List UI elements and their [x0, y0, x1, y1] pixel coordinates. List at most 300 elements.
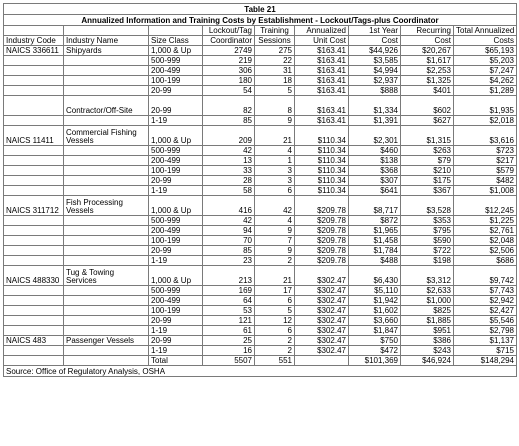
- table-row: [4, 86, 517, 96]
- sessions-cell: 9: [255, 246, 295, 256]
- header-cell: Recurring: [401, 26, 454, 36]
- unit-cost-cell: $302.47: [295, 296, 349, 306]
- industry-name-cell: [64, 156, 149, 166]
- total-annualized-cell: $482: [454, 176, 517, 186]
- coordinator-cell: 25: [203, 336, 255, 346]
- industry-name-cell: [64, 286, 149, 296]
- first-year-cost-cell: $368: [349, 166, 401, 176]
- first-year-cost-cell: $2,937: [349, 76, 401, 86]
- first-year-cost-cell: $5,110: [349, 286, 401, 296]
- total-annualized-cell: $2,048: [454, 236, 517, 246]
- coordinator-cell: 169: [203, 286, 255, 296]
- first-year-cost-cell: $1,602: [349, 306, 401, 316]
- first-year-cost-cell: $44,926: [349, 46, 401, 56]
- header-cell: Industry Name: [64, 36, 149, 46]
- industry-name-cell: [64, 306, 149, 316]
- table-subtitle: Annualized Information and Training Costs by Establishment - Lockout/Tags-plus Coordinator: [4, 15, 517, 26]
- size-class-cell: 20-99: [149, 96, 203, 116]
- sessions-cell: 4: [255, 216, 295, 226]
- total-annualized-cell: $579: [454, 166, 517, 176]
- total-first-year-cost: $101,369: [349, 356, 401, 366]
- sessions-cell: 3: [255, 166, 295, 176]
- table-row: [4, 76, 517, 86]
- coordinator-cell: 42: [203, 146, 255, 156]
- industry-name-cell: [64, 346, 149, 356]
- first-year-cost-cell: $307: [349, 176, 401, 186]
- first-year-cost-cell: $1,847: [349, 326, 401, 336]
- sessions-cell: 275: [255, 46, 295, 56]
- coordinator-cell: 58: [203, 186, 255, 196]
- sessions-cell: 2: [255, 256, 295, 266]
- industry-name-cell: [64, 226, 149, 236]
- unit-cost-cell: $209.78: [295, 196, 349, 216]
- size-class-cell: 100-199: [149, 76, 203, 86]
- total-spacer: [4, 356, 64, 366]
- industry-name-cell: Tug & Towing Services: [64, 266, 149, 286]
- size-class-cell: 1-19: [149, 186, 203, 196]
- table-row: [4, 156, 517, 166]
- industry-code-cell: [4, 296, 64, 306]
- first-year-cost-cell: $1,784: [349, 246, 401, 256]
- table-row: [4, 176, 517, 186]
- size-class-cell: 500-999: [149, 216, 203, 226]
- table-row: [4, 296, 517, 306]
- size-class-cell: 100-199: [149, 166, 203, 176]
- total-annualized-costs: $148,294: [454, 356, 517, 366]
- industry-name-cell: [64, 246, 149, 256]
- industry-code-cell: [4, 166, 64, 176]
- header-cell: Cost: [401, 36, 454, 46]
- header-cell: Cost: [349, 36, 401, 46]
- sessions-cell: 6: [255, 326, 295, 336]
- total-annualized-cell: $723: [454, 146, 517, 156]
- size-class-cell: 1,000 & Up: [149, 196, 203, 216]
- industry-code-cell: [4, 326, 64, 336]
- coordinator-cell: 121: [203, 316, 255, 326]
- recurring-cost-cell: $602: [401, 96, 454, 116]
- unit-cost-cell: $110.34: [295, 166, 349, 176]
- table-row: [4, 186, 517, 196]
- recurring-cost-cell: $175: [401, 176, 454, 186]
- coordinator-cell: 42: [203, 216, 255, 226]
- first-year-cost-cell: $1,942: [349, 296, 401, 306]
- size-class-cell: 1,000 & Up: [149, 126, 203, 146]
- total-recurring-cost: $46,924: [401, 356, 454, 366]
- industry-code-cell: [4, 256, 64, 266]
- first-year-cost-cell: $488: [349, 256, 401, 266]
- header-cell: Training: [255, 26, 295, 36]
- coordinator-cell: 213: [203, 266, 255, 286]
- industry-code-cell: [4, 306, 64, 316]
- table-row: [4, 236, 517, 246]
- coordinator-cell: 70: [203, 236, 255, 246]
- header-cell: Size Class: [149, 36, 203, 46]
- industry-name-cell: Passenger Vessels: [64, 336, 149, 346]
- sessions-cell: 12: [255, 316, 295, 326]
- recurring-cost-cell: $198: [401, 256, 454, 266]
- sessions-cell: 5: [255, 86, 295, 96]
- table-row: [4, 126, 517, 146]
- sessions-cell: 31: [255, 66, 295, 76]
- header-cell: [149, 26, 203, 36]
- industry-code-cell: [4, 226, 64, 236]
- industry-name-cell: [64, 296, 149, 306]
- total-annualized-cell: $2,942: [454, 296, 517, 306]
- industry-code-cell: [4, 86, 64, 96]
- table-row: [4, 216, 517, 226]
- table-row: [4, 66, 517, 76]
- industry-code-cell: NAICS 336611: [4, 46, 64, 56]
- coordinator-cell: 180: [203, 76, 255, 86]
- first-year-cost-cell: $3,585: [349, 56, 401, 66]
- table-row: [4, 266, 517, 286]
- table-row: [4, 336, 517, 346]
- industry-name-cell: Commercial Fishing Vessels: [64, 126, 149, 146]
- industry-name-cell: [64, 166, 149, 176]
- first-year-cost-cell: $1,391: [349, 116, 401, 126]
- total-annualized-cell: $686: [454, 256, 517, 266]
- recurring-cost-cell: $825: [401, 306, 454, 316]
- coordinator-cell: 2749: [203, 46, 255, 56]
- first-year-cost-cell: $138: [349, 156, 401, 166]
- sessions-cell: 2: [255, 336, 295, 346]
- size-class-cell: 1-19: [149, 326, 203, 336]
- first-year-cost-cell: $641: [349, 186, 401, 196]
- sessions-cell: 21: [255, 126, 295, 146]
- first-year-cost-cell: $2,301: [349, 126, 401, 146]
- recurring-cost-cell: $2,253: [401, 66, 454, 76]
- first-year-cost-cell: $8,717: [349, 196, 401, 216]
- total-annualized-cell: $1,935: [454, 96, 517, 116]
- total-annualized-cell: $715: [454, 346, 517, 356]
- total-annualized-cell: $2,018: [454, 116, 517, 126]
- cost-table: [3, 3, 517, 377]
- size-class-cell: 100-199: [149, 236, 203, 246]
- recurring-cost-cell: $2,633: [401, 286, 454, 296]
- recurring-cost-cell: $353: [401, 216, 454, 226]
- recurring-cost-cell: $1,325: [401, 76, 454, 86]
- sessions-cell: 17: [255, 286, 295, 296]
- size-class-cell: 20-99: [149, 316, 203, 326]
- total-spacer: [295, 356, 349, 366]
- industry-name-cell: Contractor/Off-Site: [64, 96, 149, 116]
- table-row: [4, 116, 517, 126]
- coordinator-cell: 82: [203, 96, 255, 116]
- sessions-cell: 4: [255, 146, 295, 156]
- table-row: [4, 286, 517, 296]
- industry-name-cell: [64, 316, 149, 326]
- recurring-cost-cell: $1,885: [401, 316, 454, 326]
- size-class-cell: 20-99: [149, 86, 203, 96]
- header-cell: [4, 26, 64, 36]
- size-class-cell: 20-99: [149, 336, 203, 346]
- sessions-cell: 42: [255, 196, 295, 216]
- total-spacer: [64, 356, 149, 366]
- coordinator-cell: 219: [203, 56, 255, 66]
- industry-name-cell: [64, 326, 149, 336]
- total-annualized-cell: $3,616: [454, 126, 517, 146]
- recurring-cost-cell: $263: [401, 146, 454, 156]
- recurring-cost-cell: $795: [401, 226, 454, 236]
- table-row: [4, 326, 517, 336]
- unit-cost-cell: $209.78: [295, 256, 349, 266]
- header-cell: Total Annualized: [454, 26, 517, 36]
- source-note: Source: Office of Regulatory Analysis, OSHA: [4, 366, 517, 377]
- coordinator-cell: 16: [203, 346, 255, 356]
- unit-cost-cell: $302.47: [295, 286, 349, 296]
- recurring-cost-cell: $1,617: [401, 56, 454, 66]
- industry-name-cell: [64, 176, 149, 186]
- sessions-cell: 8: [255, 96, 295, 116]
- sessions-cell: 5: [255, 306, 295, 316]
- size-class-cell: 100-199: [149, 306, 203, 316]
- total-annualized-cell: $4,262: [454, 76, 517, 86]
- industry-code-cell: [4, 56, 64, 66]
- sessions-cell: 9: [255, 116, 295, 126]
- header-cell: [64, 26, 149, 36]
- total-annualized-cell: $1,289: [454, 86, 517, 96]
- sessions-cell: 1: [255, 156, 295, 166]
- size-class-cell: 1,000 & Up: [149, 46, 203, 56]
- unit-cost-cell: $302.47: [295, 316, 349, 326]
- size-class-cell: 200-499: [149, 226, 203, 236]
- recurring-cost-cell: $722: [401, 246, 454, 256]
- header-cell: Costs: [454, 36, 517, 46]
- total-annualized-cell: $1,008: [454, 186, 517, 196]
- first-year-cost-cell: $872: [349, 216, 401, 226]
- industry-name-cell: [64, 56, 149, 66]
- table-row: [4, 196, 517, 216]
- unit-cost-cell: $163.41: [295, 76, 349, 86]
- table-row: [4, 306, 517, 316]
- recurring-cost-cell: $401: [401, 86, 454, 96]
- size-class-cell: 1-19: [149, 116, 203, 126]
- coordinator-cell: 306: [203, 66, 255, 76]
- industry-code-cell: [4, 246, 64, 256]
- recurring-cost-cell: $3,312: [401, 266, 454, 286]
- table-row: [4, 246, 517, 256]
- unit-cost-cell: $163.41: [295, 66, 349, 76]
- industry-code-cell: [4, 186, 64, 196]
- industry-code-cell: [4, 316, 64, 326]
- total-annualized-cell: $2,761: [454, 226, 517, 236]
- coordinator-cell: 209: [203, 126, 255, 146]
- coordinator-cell: 85: [203, 116, 255, 126]
- total-annualized-cell: $65,193: [454, 46, 517, 56]
- first-year-cost-cell: $4,994: [349, 66, 401, 76]
- unit-cost-cell: $110.34: [295, 176, 349, 186]
- coordinator-cell: 94: [203, 226, 255, 236]
- coordinator-cell: 13: [203, 156, 255, 166]
- recurring-cost-cell: $210: [401, 166, 454, 176]
- size-class-cell: 200-499: [149, 66, 203, 76]
- total-annualized-cell: $5,203: [454, 56, 517, 66]
- unit-cost-cell: $209.78: [295, 246, 349, 256]
- first-year-cost-cell: $3,660: [349, 316, 401, 326]
- size-class-cell: 500-999: [149, 286, 203, 296]
- industry-code-cell: [4, 236, 64, 246]
- coordinator-cell: 53: [203, 306, 255, 316]
- industry-code-cell: [4, 116, 64, 126]
- size-class-cell: 200-499: [149, 296, 203, 306]
- industry-code-cell: [4, 286, 64, 296]
- first-year-cost-cell: $460: [349, 146, 401, 156]
- table-row: [4, 56, 517, 66]
- coordinator-cell: 85: [203, 246, 255, 256]
- total-annualized-cell: $2,427: [454, 306, 517, 316]
- recurring-cost-cell: $590: [401, 236, 454, 246]
- unit-cost-cell: $302.47: [295, 346, 349, 356]
- header-cell: Lockout/Tag: [203, 26, 255, 36]
- sessions-cell: 18: [255, 76, 295, 86]
- sessions-cell: 21: [255, 266, 295, 286]
- size-class-cell: 20-99: [149, 246, 203, 256]
- total-annualized-cell: $217: [454, 156, 517, 166]
- total-sessions: 551: [255, 356, 295, 366]
- unit-cost-cell: $302.47: [295, 266, 349, 286]
- size-class-cell: 1-19: [149, 346, 203, 356]
- table-row: [4, 96, 517, 116]
- industry-code-cell: [4, 346, 64, 356]
- recurring-cost-cell: $79: [401, 156, 454, 166]
- table-row: [4, 146, 517, 156]
- unit-cost-cell: $163.41: [295, 96, 349, 116]
- industry-name-cell: [64, 76, 149, 86]
- industry-code-cell: NAICS 488330: [4, 266, 64, 286]
- unit-cost-cell: $110.34: [295, 146, 349, 156]
- first-year-cost-cell: $1,965: [349, 226, 401, 236]
- header-cell: 1st Year: [349, 26, 401, 36]
- unit-cost-cell: $302.47: [295, 306, 349, 316]
- size-class-cell: 200-499: [149, 156, 203, 166]
- size-class-cell: 1,000 & Up: [149, 266, 203, 286]
- unit-cost-cell: $209.78: [295, 226, 349, 236]
- sessions-cell: 22: [255, 56, 295, 66]
- sessions-cell: 6: [255, 296, 295, 306]
- first-year-cost-cell: $472: [349, 346, 401, 356]
- unit-cost-cell: $302.47: [295, 326, 349, 336]
- coordinator-cell: 33: [203, 166, 255, 176]
- industry-code-cell: NAICS 311712: [4, 196, 64, 216]
- table-row: [4, 256, 517, 266]
- header-cell: Sessions: [255, 36, 295, 46]
- sessions-cell: 7: [255, 236, 295, 246]
- unit-cost-cell: $163.41: [295, 86, 349, 96]
- recurring-cost-cell: $951: [401, 326, 454, 336]
- size-class-cell: 500-999: [149, 146, 203, 156]
- industry-name-cell: [64, 66, 149, 76]
- recurring-cost-cell: $20,267: [401, 46, 454, 56]
- first-year-cost-cell: $750: [349, 336, 401, 346]
- table-row: [4, 226, 517, 236]
- unit-cost-cell: $209.78: [295, 236, 349, 246]
- recurring-cost-cell: $1,000: [401, 296, 454, 306]
- total-annualized-cell: $12,245: [454, 196, 517, 216]
- header-cell: Coordinator: [203, 36, 255, 46]
- industry-code-cell: NAICS 11411: [4, 126, 64, 146]
- coordinator-cell: 23: [203, 256, 255, 266]
- total-annualized-cell: $5,546: [454, 316, 517, 326]
- size-class-cell: 20-99: [149, 176, 203, 186]
- header-cell: Industry Code: [4, 36, 64, 46]
- recurring-cost-cell: $1,315: [401, 126, 454, 146]
- industry-name-cell: Fish Processing Vessels: [64, 196, 149, 216]
- unit-cost-cell: $302.47: [295, 336, 349, 346]
- total-annualized-cell: $2,506: [454, 246, 517, 256]
- sessions-cell: 9: [255, 226, 295, 236]
- first-year-cost-cell: $1,334: [349, 96, 401, 116]
- industry-code-cell: [4, 66, 64, 76]
- header-cell: Unit Cost: [295, 36, 349, 46]
- size-class-cell: 1-19: [149, 256, 203, 266]
- size-class-cell: 500-999: [149, 56, 203, 66]
- industry-code-cell: [4, 176, 64, 186]
- industry-name-cell: [64, 86, 149, 96]
- sessions-cell: 6: [255, 186, 295, 196]
- total-coordinators: 5507: [203, 356, 255, 366]
- table-sheet: [3, 3, 516, 377]
- total-annualized-cell: $1,225: [454, 216, 517, 226]
- total-annualized-cell: $1,137: [454, 336, 517, 346]
- total-annualized-cell: $2,798: [454, 326, 517, 336]
- recurring-cost-cell: $386: [401, 336, 454, 346]
- table-row: [4, 316, 517, 326]
- recurring-cost-cell: $3,528: [401, 196, 454, 216]
- recurring-cost-cell: $627: [401, 116, 454, 126]
- coordinator-cell: 416: [203, 196, 255, 216]
- unit-cost-cell: $110.34: [295, 156, 349, 166]
- industry-name-cell: [64, 146, 149, 156]
- unit-cost-cell: $209.78: [295, 216, 349, 226]
- table-row: [4, 166, 517, 176]
- table-row: [4, 346, 517, 356]
- unit-cost-cell: $163.41: [295, 116, 349, 126]
- industry-name-cell: [64, 116, 149, 126]
- unit-cost-cell: $110.34: [295, 186, 349, 196]
- total-label: Total: [149, 356, 203, 366]
- industry-name-cell: [64, 216, 149, 226]
- coordinator-cell: 64: [203, 296, 255, 306]
- total-annualized-cell: $7,743: [454, 286, 517, 296]
- unit-cost-cell: $163.41: [295, 46, 349, 56]
- industry-name-cell: [64, 186, 149, 196]
- first-year-cost-cell: $888: [349, 86, 401, 96]
- recurring-cost-cell: $367: [401, 186, 454, 196]
- industry-name-cell: [64, 256, 149, 266]
- sessions-cell: 3: [255, 176, 295, 186]
- industry-code-cell: [4, 216, 64, 226]
- table-row: [4, 46, 517, 56]
- total-annualized-cell: $7,247: [454, 66, 517, 76]
- industry-name-cell: Shipyards: [64, 46, 149, 56]
- first-year-cost-cell: $6,430: [349, 266, 401, 286]
- industry-name-cell: [64, 236, 149, 246]
- unit-cost-cell: $163.41: [295, 56, 349, 66]
- industry-code-cell: [4, 76, 64, 86]
- sessions-cell: 2: [255, 346, 295, 356]
- first-year-cost-cell: $1,458: [349, 236, 401, 246]
- recurring-cost-cell: $243: [401, 346, 454, 356]
- industry-code-cell: NAICS 483: [4, 336, 64, 346]
- coordinator-cell: 28: [203, 176, 255, 186]
- unit-cost-cell: $110.34: [295, 126, 349, 146]
- industry-code-cell: [4, 146, 64, 156]
- industry-code-cell: [4, 96, 64, 116]
- total-annualized-cell: $9,742: [454, 266, 517, 286]
- industry-code-cell: [4, 156, 64, 166]
- coordinator-cell: 54: [203, 86, 255, 96]
- coordinator-cell: 61: [203, 326, 255, 336]
